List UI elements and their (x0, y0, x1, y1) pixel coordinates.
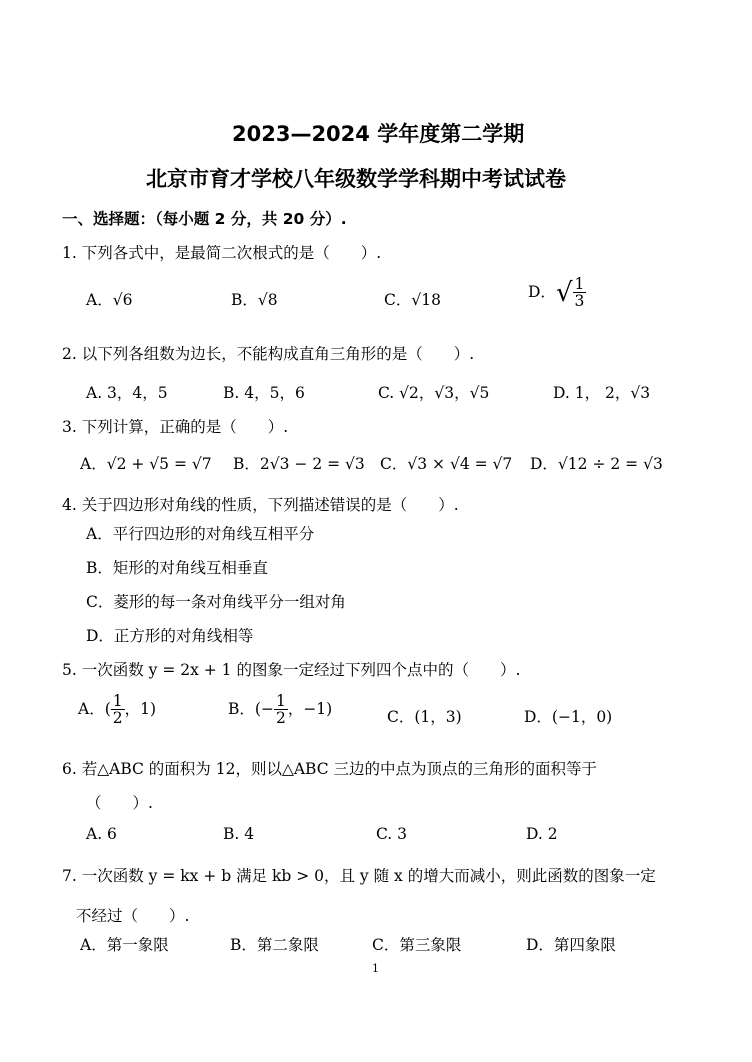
question-5-stem: 5. 一次函数 y = 2x + 1 的图象一定经过下列四个点中的（ ）. (62, 661, 521, 679)
radical-sign: √ (555, 277, 573, 308)
question-4-option-b: B．矩形的对角线互相垂直 (86, 559, 268, 577)
question-4-option-a: A．平行四边形的对角线互相平分 (86, 525, 315, 543)
question-2-option-c: C. √2，√3，√5 (378, 384, 490, 402)
question-3-stem: 3. 下列计算，正确的是（ ）. (62, 418, 289, 436)
question-6-option-a: A. 6 (86, 825, 117, 843)
question-6-option-c: C. 3 (376, 825, 408, 843)
question-1-option-d (528, 276, 586, 310)
question-5-option-d: D．(−1，0) (524, 708, 613, 726)
fraction-numerator: 1 (275, 692, 286, 710)
question-1-option-a: A．√6 (86, 291, 133, 309)
question-3-option-c: C．√3 × √4 = √7 (380, 455, 513, 473)
option-b-prefix: B．(− (228, 699, 274, 718)
fraction-numerator: 1 (112, 692, 123, 710)
option-b-suffix: ，−1) (287, 699, 333, 718)
fraction-one-half (111, 693, 125, 727)
question-3-option-b: B．2√3 − 2 = √3 (233, 455, 365, 473)
question-3-option-a: A．√2 + √5 = √7 (80, 455, 212, 473)
question-1-option-b: B．√8 (231, 291, 278, 309)
question-4-option-c: C．菱形的每一条对角线平分一组对角 (86, 593, 346, 611)
question-2-option-a: A. 3，4，5 (86, 384, 168, 402)
page-number: 1 (372, 962, 379, 975)
question-5-option-c: C．(1，3) (387, 708, 462, 726)
option-a-suffix: ，1) (124, 699, 157, 718)
question-7-option-a: A．第一象限 (80, 936, 169, 954)
question-6-option-b: B. 4 (223, 825, 255, 843)
question-7-stem-continued: 不经过（ ）. (76, 907, 190, 925)
question-7-option-c: C．第三象限 (372, 936, 462, 954)
question-4-stem: 4. 关于四边形对角线的性质，下列描述错误的是（ ）. (62, 496, 459, 514)
question-1-stem: 1. 下列各式中，是最简二次根式的是（ ）. (62, 244, 382, 262)
exam-title-line2: 北京市育才学校八年级数学学科期中考试试卷 (146, 167, 566, 191)
question-3-option-d: D．√12 ÷ 2 = √3 (530, 455, 663, 473)
question-7-option-b: B．第二象限 (230, 936, 319, 954)
fraction-numerator: 1 (574, 275, 585, 293)
question-4-option-d: D．正方形的对角线相等 (86, 627, 254, 645)
question-1-option-c: C．√18 (384, 291, 441, 309)
fraction-denominator: 2 (112, 709, 123, 728)
fraction-one-half (274, 693, 288, 727)
question-6-stem-continued: （ ）. (86, 794, 153, 812)
fraction-denominator: 2 (275, 709, 286, 728)
exam-title-line1: 2023—2024 学年度第二学期 (232, 122, 525, 146)
question-2-option-d: D. 1， 2，√3 (553, 384, 651, 402)
option-a-prefix: A．( (78, 699, 111, 718)
question-6-option-d: D. 2 (526, 825, 558, 843)
fraction-one-third (573, 276, 587, 310)
option-d-label: D． (528, 282, 556, 301)
question-5-option-a (78, 693, 156, 727)
question-2-option-b: B. 4，5，6 (223, 384, 305, 402)
question-5-option-b (228, 693, 332, 727)
section-heading: 一、选择题：（每小题 2 分，共 20 分）. (62, 210, 347, 228)
question-7-option-d: D．第四象限 (526, 936, 616, 954)
fraction-denominator: 3 (574, 292, 585, 311)
question-2-stem: 2. 以下列各组数为边长，不能构成直角三角形的是（ ）. (62, 345, 475, 363)
question-6-stem: 6. 若△ABC 的面积为 12，则以△ABC 三边的中点为顶点的三角形的面积等于 (62, 760, 598, 778)
question-7-stem: 7. 一次函数 y = kx + b 满足 kb > 0，且 y 随 x 的增大而减小，则此函数的图象一定 (62, 867, 656, 885)
